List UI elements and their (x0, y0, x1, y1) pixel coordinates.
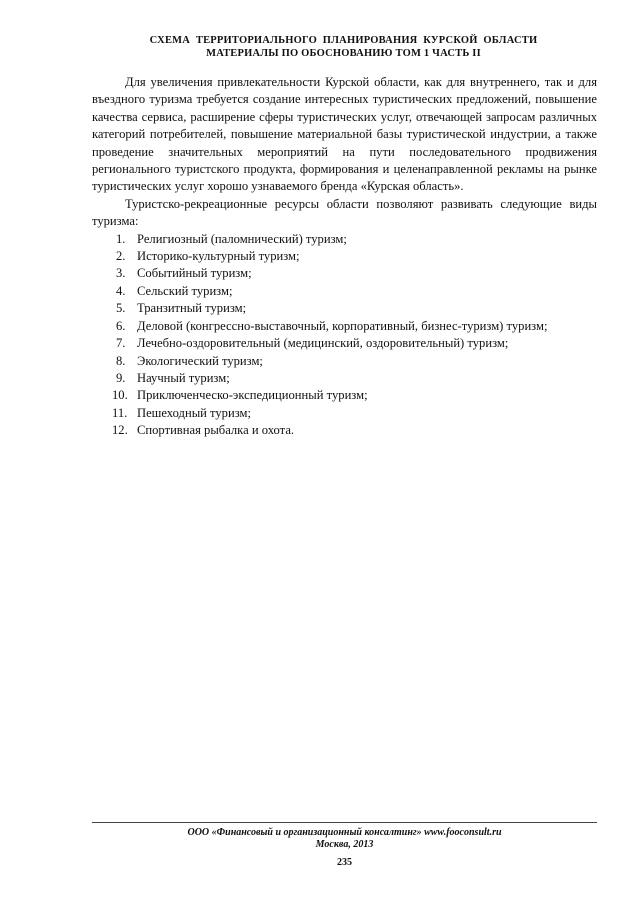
list-item (92, 422, 597, 439)
list-item-text: Пешеходный туризм; (137, 405, 251, 420)
footer-company: ООО «Финансовый и организационный консалтинг» www.fooconsult.ru (187, 827, 502, 838)
list-item-text: Спортивная рыбалка и охота. (137, 423, 295, 438)
list-item-number: 11. (112, 405, 128, 420)
list-item-text: Сельский туризм; (137, 283, 233, 298)
list-item-number: 10. (112, 388, 128, 403)
list-item-number: 2. (116, 249, 126, 264)
footer-divider (92, 822, 597, 823)
list-item (92, 231, 597, 248)
list-item (92, 370, 597, 387)
list-item-text: Деловой (конгрессно-выставочный, корпоративный, бизнес-туризм) туризм; (137, 318, 548, 333)
list-item (92, 405, 597, 422)
list-item-number: 7. (116, 336, 126, 351)
list-item (92, 318, 597, 335)
resources-paragraph: Туристско-рекреационные ресурсы области позволяют развивать следующие виды туризма: (92, 196, 597, 229)
list-item-number: 12. (112, 423, 128, 438)
list-item-text: Лечебно-оздоровительный (медицинский, оздоровительный) туризм; (137, 336, 509, 351)
list-item-number: 8. (116, 353, 126, 368)
list-item (92, 300, 597, 317)
page-number: 235 (337, 857, 352, 868)
list-item-text: Событийный туризм; (137, 266, 252, 281)
list-item (92, 353, 597, 370)
footer-city-year: Москва, 2013 (315, 839, 374, 850)
list-item (92, 335, 597, 352)
list-item-number: 4. (116, 283, 126, 298)
list-item-text: Транзитный туризм; (137, 301, 247, 316)
list-item (92, 387, 597, 404)
header-subtitle: МАТЕРИАЛЫ ПО ОБОСНОВАНИЮ ТОМ 1 ЧАСТЬ II (206, 48, 481, 59)
list-item-text: Приключенческо-экспедиционный туризм; (137, 388, 368, 403)
list-item-text: Научный туризм; (137, 370, 230, 385)
list-item (92, 265, 597, 282)
list-item-number: 6. (116, 318, 126, 333)
list-item-number: 5. (116, 301, 126, 316)
document-body (92, 74, 597, 440)
list-item-number: 3. (116, 266, 126, 281)
list-item-number: 1. (116, 231, 126, 246)
list-item (92, 248, 597, 265)
document-footer (92, 827, 597, 851)
tourism-types-list (92, 231, 597, 440)
list-item-text: Религиозный (паломнический) туризм; (137, 231, 347, 246)
header-title: СХЕМА ТЕРРИТОРИАЛЬНОГО ПЛАНИРОВАНИЯ КУРСКОЙ ОБЛАСТИ (149, 35, 538, 46)
document-header (92, 34, 595, 60)
list-item (92, 283, 597, 300)
intro-paragraph: Для увеличения привлекательности Курской области, как для внутреннего, так и для въездного туризма требуется создание интересных туристических предложений, повышение качества сервиса, расширение сферы туристических услуг, отвечающей запросам различных категорий потребителей, повышение материальной базы туристической индустрии, а также проведение значительных мероприятий на пути последовательного продвижения регионального туристского продукта, формирования и целенаправленной рекламы на рынке туристических услуг хорошо узнаваемого бренда «Курская область». (92, 75, 597, 194)
list-item-number: 9. (116, 370, 126, 385)
list-item-text: Историко-культурный туризм; (137, 249, 300, 264)
list-item-text: Экологический туризм; (137, 353, 263, 368)
